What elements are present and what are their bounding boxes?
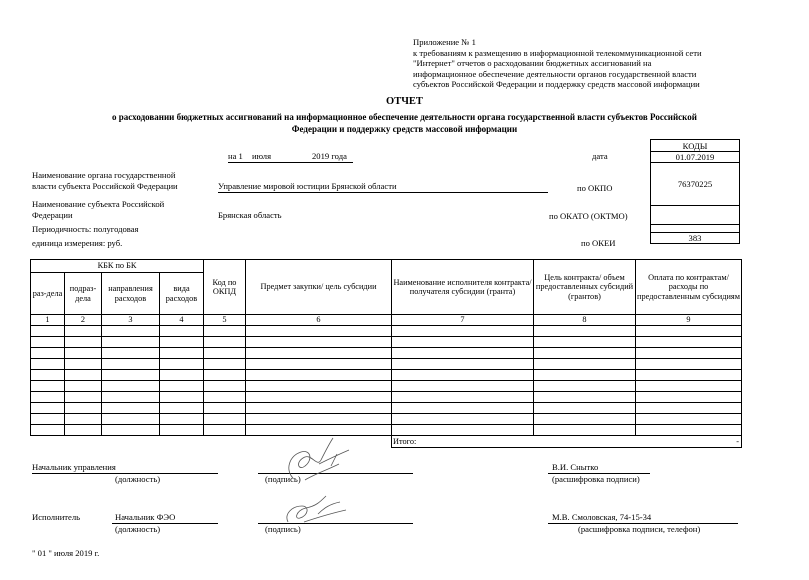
executor-position-caption: (должность) <box>115 524 161 534</box>
kbk-header: КБК по БК <box>31 260 204 273</box>
report-date-year: 2019 года <box>312 151 347 161</box>
table-row <box>31 414 742 425</box>
header-vida: вида расходов <box>160 273 204 315</box>
codes-okato-value <box>651 206 740 225</box>
codes-okei-value: 383 <box>651 233 740 244</box>
org-value: Управление мировой юстиции Брянской области <box>218 181 397 191</box>
codes-date-label: дата <box>592 151 608 161</box>
executor-position: Начальник ФЭО <box>115 512 176 522</box>
executor-label: Исполнитель <box>32 512 81 522</box>
column-number: 3 <box>102 315 160 326</box>
expenses-table <box>30 259 742 448</box>
table-row <box>31 392 742 403</box>
column-number: 4 <box>160 315 204 326</box>
codes-table <box>650 139 740 244</box>
table-row <box>31 326 742 337</box>
head-name-caption: (расшифровка подписи) <box>552 474 640 484</box>
appendix-line: Приложение № 1 <box>413 37 476 47</box>
table-row <box>31 381 742 392</box>
column-number: 6 <box>246 315 392 326</box>
table-row <box>31 348 742 359</box>
column-number: 8 <box>534 315 636 326</box>
head-position-caption: (должность) <box>115 474 161 484</box>
report-date-month: июля <box>252 151 272 161</box>
report-title: ОТЧЕТ <box>386 96 423 107</box>
subject-label: Федерации <box>32 210 73 220</box>
header-cel: Цель контракта/ объем предоставленных субсидий (грантов) <box>534 260 636 315</box>
appendix-line: информационное обеспечение деятельности органов государственной власти <box>413 68 697 79</box>
header-razdel: раз-дела <box>31 273 65 315</box>
table-row <box>31 403 742 414</box>
executor-name-caption: (расшифровка подписи, телефон) <box>578 524 701 534</box>
codes-empty-cell <box>651 225 740 233</box>
codes-header: КОДЫ <box>651 140 740 152</box>
signature-executor-image <box>280 492 355 530</box>
header-podrazdel: подраз-дела <box>65 273 102 315</box>
appendix-line: субъектов Российской Федерации и поддержку средств массовой информации <box>413 79 700 89</box>
header-okpd: Код по ОКПД <box>204 260 246 315</box>
codes-okei-label: по ОКЕИ <box>581 238 616 248</box>
appendix-line: к требованиям к размещению в информационной телекоммуникационной сети <box>413 47 702 58</box>
executor-name: М.В. Смоловская, 74-15-34 <box>552 512 652 522</box>
report-date-prefix: на 1 <box>228 151 243 161</box>
column-number: 7 <box>392 315 534 326</box>
unit-of-measure: единица измерения: руб. <box>32 238 123 248</box>
column-number: 9 <box>636 315 742 326</box>
header-predmet: Предмет закупки/ цель субсидии <box>246 260 392 315</box>
head-name: В.И. Снытко <box>552 462 599 472</box>
head-sign-caption: (подпись) <box>265 474 301 484</box>
signature-date: " 01 " июля 2019 г. <box>32 548 100 558</box>
signature-head-image <box>275 430 365 485</box>
org-label: власти субъекта Российской Федерации <box>32 181 178 191</box>
column-number: 2 <box>65 315 102 326</box>
table-row <box>31 337 742 348</box>
codes-okpo-value: 76370225 <box>651 163 740 206</box>
total-label: Итого: <box>393 436 417 446</box>
executor-sign-caption: (подпись) <box>265 524 301 534</box>
report-subtitle: о расходовании бюджетных ассигнований на информационное обеспечение деятельности органа государственной власти субъектов Российской <box>112 112 697 122</box>
report-subtitle: Федерации и поддержку средств массовой информации <box>291 124 518 134</box>
column-number: 1 <box>31 315 65 326</box>
head-position: Начальник управления <box>32 462 116 472</box>
appendix-note <box>413 37 803 90</box>
codes-okato-label: по ОКАТО (ОКТМО) <box>549 211 628 221</box>
org-label: Наименование органа государственной <box>32 170 176 180</box>
header-napravleniya: направления расходов <box>102 273 160 315</box>
subject-value: Брянская область <box>218 210 282 220</box>
table-row <box>31 425 742 436</box>
total-value: - <box>736 436 739 446</box>
table-row <box>31 359 742 370</box>
total-row <box>392 436 742 448</box>
appendix-line: "Интернет" отчетов о расходовании бюджетных ассигнований на <box>413 58 652 68</box>
subject-label: Наименование субъекта Российской <box>32 199 165 209</box>
header-ispolnitel: Наименование исполнителя контракта/ получателя субсидии (гранта) <box>392 260 534 315</box>
periodicity: Периодичность: полугодовая <box>32 224 139 234</box>
table-row <box>31 370 742 381</box>
codes-okpo-label: по ОКПО <box>577 183 613 193</box>
column-number: 5 <box>204 315 246 326</box>
codes-date-value: 01.07.2019 <box>651 152 740 163</box>
header-oplata: Оплата по контрактам/расходы по предоставленным субсидиям <box>636 260 742 315</box>
